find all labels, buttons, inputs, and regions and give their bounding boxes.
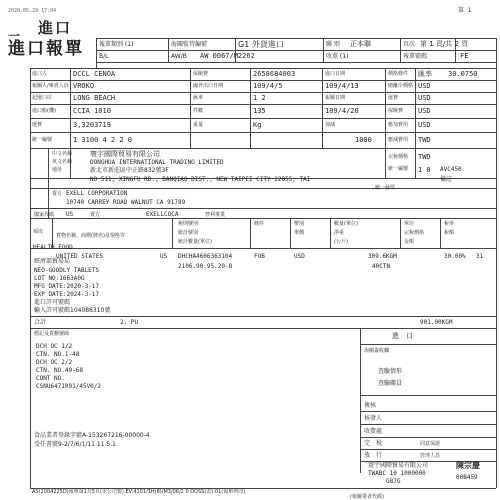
item-origin: UNITED STATES	[56, 253, 103, 260]
country-label: 國家代碼	[34, 212, 55, 218]
right-value-4: USD	[418, 121, 431, 129]
mid-value-2: 109/4/5	[253, 82, 283, 90]
th-customs-value: 完稅價格	[404, 230, 425, 236]
bl-number: AW 0067/M2262	[200, 52, 255, 60]
left-value-3: CCIA 1010	[73, 107, 111, 115]
seal-number: 00B459	[456, 474, 478, 481]
customs-box-title: 進 口	[392, 332, 413, 340]
page-mark: 第 1	[458, 7, 472, 14]
customs-label-7: 放 行	[364, 452, 383, 459]
import-date-label: 進口日期	[325, 71, 346, 77]
th-description: 貨物名稱、商標(牌名)及規格等	[56, 233, 125, 239]
left-value-4: 3,3203719	[73, 121, 111, 129]
right-value-6: TWD	[418, 153, 431, 161]
seller-value: EXELLCOCA	[146, 211, 179, 218]
left-label-1: 報關人/專責人員	[32, 83, 69, 89]
mid-label-1: 加減	[325, 122, 336, 128]
right-label-3: 保險費	[388, 108, 404, 114]
right-label-5: 應減費用	[388, 137, 409, 143]
tax-code: AVC450	[440, 166, 462, 173]
label-awb: AW/B	[171, 53, 187, 60]
total-value: 901.00KGM	[420, 319, 453, 326]
left-value-1: VROKO	[73, 82, 95, 90]
right-value-3: USD	[418, 107, 431, 115]
collection-code: FE	[460, 52, 469, 60]
marks-line: CONT NO.	[36, 375, 65, 382]
th-duty-rate: 稅率	[444, 221, 455, 227]
label-declaration-type: 報單類別 (1)	[99, 41, 134, 48]
th-amount: 金額	[404, 239, 415, 245]
th-currency: 幣別	[294, 221, 305, 227]
rate-label: 匯率	[418, 70, 432, 78]
th-weight: 數量(單位)	[334, 221, 358, 227]
declaration-date: 109/4/20	[325, 107, 359, 115]
th-tariff: 稅則號別	[178, 221, 199, 227]
seal-code-2: G87G	[386, 478, 401, 485]
doc-dash: 一	[8, 29, 21, 43]
mid-label-0: 保險費	[193, 71, 209, 77]
customs-label-6: 完 稅	[364, 440, 383, 447]
th-unit: 單位	[404, 221, 415, 227]
mid-value-1: 2658684003	[253, 70, 296, 78]
doc-title-full: 進口報單	[8, 39, 84, 59]
right-label-2: 運費	[388, 95, 399, 101]
footer-sub: (報關業者代碼)	[350, 494, 384, 500]
label-customs-no: 海關監管編號	[171, 41, 208, 48]
item-currency: USD	[294, 253, 305, 260]
country-code: US	[66, 211, 74, 218]
marks-label: 標記及貨櫃號碼	[34, 331, 70, 337]
item-weight: 309.6KGM	[368, 253, 397, 260]
right-value-5: TWD	[418, 136, 431, 144]
right-label-7: 統一編號	[388, 166, 409, 172]
total-ctn: 2. PU	[120, 319, 139, 326]
notes-label: 備註	[440, 176, 453, 183]
right-label-0: 價格條件	[388, 71, 409, 77]
customs-label-4: 同意保證	[420, 441, 441, 447]
left-value-5: 1 3100 4 2 2 0	[73, 136, 133, 144]
import-date: 109/4/13	[325, 82, 359, 90]
right-label-1: 總離岸價格	[388, 83, 414, 89]
item-tariff2: 2106.90.95.20-8	[178, 263, 233, 270]
right-label-4: 應加費用	[388, 122, 409, 128]
mid-value-4: 135	[253, 107, 266, 115]
importer-cn-label: 中文名稱	[52, 151, 73, 157]
th-sub-weight: (公斤)	[334, 239, 348, 245]
declaration-date-label: 報關日期	[325, 95, 346, 101]
item-term: FOB	[254, 253, 265, 260]
food-registration: 食品業者登錄字號A-153267216-00000-4	[34, 432, 150, 439]
seal-code: TWABC 10 1000000	[368, 470, 426, 477]
item-heading: HEALTH FOOD	[33, 244, 73, 251]
copy-value: 正本聯	[350, 40, 371, 48]
tax-id-label: 營利事業	[205, 212, 226, 218]
importer-addr-en: NO 511, XINGFU RD., BANQIAO DIST., NEW TAIPEI CITY 22055, TAI	[90, 176, 311, 183]
item-tariff: DHCHA4606363104	[178, 253, 233, 260]
customs-label-9: 查驗情形	[378, 368, 403, 375]
item-line: LOT NO:1663A0G	[34, 275, 85, 282]
left-value-0: DCCL CENOA	[73, 70, 116, 78]
invoice-label: 統一發票	[375, 185, 396, 191]
importer-addr-label: 地址	[52, 167, 63, 173]
item-rate2: 31	[476, 253, 484, 260]
right-value-1: USD	[418, 82, 431, 90]
mid-value-0: 1 2	[253, 94, 266, 102]
item-line: MFG DATE:2020-3-17	[34, 283, 100, 290]
th-sub-stat: 統計數量(單位)	[178, 239, 212, 245]
importer-en-name: DONGHUA INTERNATIONAL TRADING LIMITED	[90, 159, 224, 166]
importer-addr-cn: 新北市新莊區中正路832號3F	[90, 167, 169, 174]
left-label-5: 統一編號	[32, 137, 53, 143]
mid-label-3: 匯率	[193, 95, 204, 101]
doc-title-main: 進口	[38, 19, 73, 37]
item-line: 輸入許可號碼104086310號	[34, 307, 111, 314]
mid-label-2: 國外出口日期	[193, 83, 224, 89]
seal-person: 陳宗慶	[456, 461, 480, 470]
th-qty: 淨重	[334, 230, 345, 236]
right-value-7: 1 0	[418, 166, 431, 174]
left-label-3: 進口船(機)	[32, 108, 56, 114]
total-label: 合計	[34, 319, 47, 326]
th-price: 單價	[294, 230, 305, 236]
customs-label-3: 收費處	[364, 428, 383, 435]
marks-line: CSNU6471091/45V0/2	[36, 383, 102, 390]
item-line: EXP DATE:2024-3-17	[34, 291, 100, 298]
left-label-4: 運費	[32, 122, 43, 128]
marks-line: CTN. NO.49-68	[36, 367, 83, 374]
right-label-6: 完稅價格	[388, 154, 409, 160]
label-copy: 聯 別	[326, 41, 340, 48]
left-label-0: 進口人	[32, 71, 48, 77]
th-duty: 稅額	[444, 230, 455, 236]
item-line: 經濟部貿易局	[34, 258, 71, 265]
mid-value-5: Kg	[253, 121, 262, 129]
left-value-2: LONG BEACH	[73, 94, 116, 102]
customs-label-10: 管理人員	[420, 453, 441, 459]
label-declaration-no: 報單號碼	[403, 53, 428, 60]
mid-label-5: 重量	[193, 122, 204, 128]
seal-company: 寰宇國際貿易有限公司	[368, 462, 429, 469]
item-line: NEO-GOODLY TABLETS	[34, 267, 100, 274]
th-condition: 條件	[254, 221, 265, 227]
pages-value: 第 1 頁/共 2 頁	[420, 40, 469, 48]
supplier-label: 賣方	[52, 191, 63, 197]
rate-value: 30.0750	[448, 70, 478, 78]
label-pages: 頁次	[403, 41, 416, 48]
supplier-name: EXELL CORPORATION	[66, 190, 128, 197]
importer-en-label: 英文名稱	[52, 159, 73, 165]
left-label-2: 起運口岸	[32, 95, 53, 101]
mid-value-3: 1000	[355, 136, 372, 144]
mid-label-4: 件數	[193, 108, 204, 114]
customs-label-2: 核發人	[364, 415, 383, 422]
marks-line: CTN. NO.1-48	[36, 351, 80, 358]
footer-text: AS(2004225D)報單第1共5頁(本公司製) EV:4101/1H(8)/M3/06/2 0 DOSS(表):01(報單列印)	[32, 489, 246, 495]
item-line: 進口許可號碼	[34, 299, 71, 306]
item-weight2: 40CTN	[372, 263, 391, 270]
label-bl: B/L	[99, 53, 109, 60]
th-stat: 統計號別	[178, 230, 199, 236]
importer-cn-name: 寰宇國際貿易有限公司	[90, 150, 160, 158]
mandate-number: 受任書號9-2/7/6/1/11 11.5.1	[34, 441, 116, 448]
customs-label-8: 複核	[364, 402, 377, 409]
marks-line: DCH OC 1/2	[36, 343, 73, 350]
customs-label-1: 海關簽收欄	[364, 348, 390, 354]
label-collection: 收單 (1)	[326, 53, 349, 60]
item-rate: 30.00%	[444, 253, 466, 260]
seller-label: 賣方	[90, 212, 101, 218]
right-value-2: USD	[418, 94, 431, 102]
item-origin-code: US	[160, 253, 168, 260]
marks-line: DCH OC 2/2	[36, 359, 73, 366]
th-item-no: 項次	[33, 229, 44, 235]
supplier-address: 10740 CARREY ROAD WALNUT CA 91789	[66, 199, 186, 206]
declaration-type-value: G1 外貨進口	[238, 40, 284, 49]
print-timestamp: 2020.05.29 17:04	[8, 8, 57, 14]
customs-label-5: 查驗關員	[378, 380, 403, 387]
